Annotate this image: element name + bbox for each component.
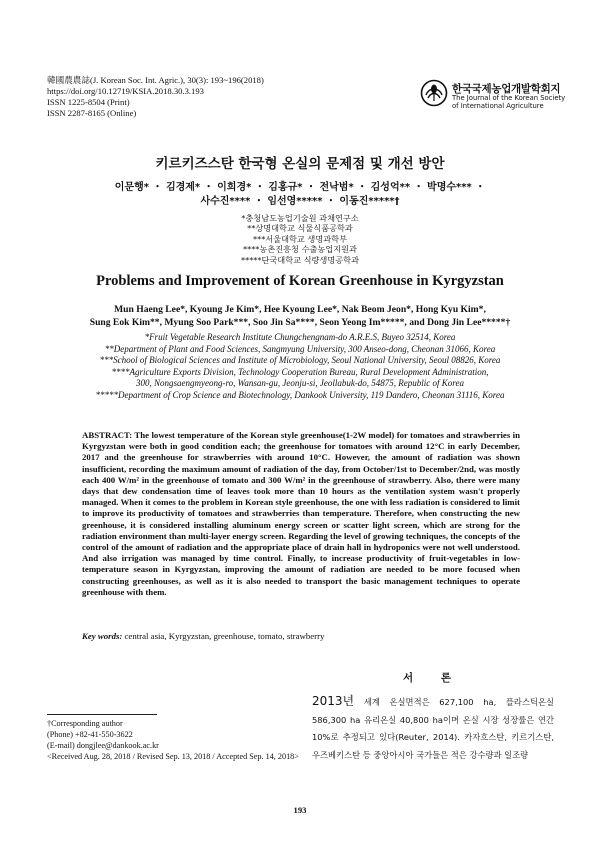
intro-body: [312, 693, 554, 764]
korean-affiliation: ****농촌진흥청 수출농업지원과: [243, 244, 357, 255]
corresponding-author: †Corresponding author: [47, 719, 123, 728]
society-logo-block: [420, 79, 570, 115]
keywords: [82, 631, 520, 642]
korean-authors: [0, 181, 600, 209]
intro-year: 2013년: [312, 694, 355, 708]
globe-leaf-icon: [420, 79, 448, 107]
journal-citation: 韓國農農誌(J. Korean Soc. Int. Agric.), 30(3): 193~196(2018): [47, 75, 264, 85]
korean-affiliation: *충청남도농업기술원 과채연구소: [241, 213, 359, 223]
society-name-en-line2: of International Agriculture: [452, 102, 544, 110]
korean-authors-line1: 이문행* ・ 김경제* ・ 이희경* ・ 김홍규* ・ 전낙범* ・ 김성억** ・ 박명수*** ・: [114, 182, 486, 193]
doi-link[interactable]: https://doi.org/10.12719/KSIA.2018.30.3.193: [47, 86, 204, 96]
keywords-label: Key words:: [82, 631, 123, 641]
issn-online: ISSN 2287-8165 (Online): [47, 108, 137, 118]
korean-authors-line2: 사수진**** ・ 임선영***** ・ 이동진*****†: [200, 196, 400, 207]
abstract-text: ABSTRACT: The lowest temperature of the Korean style greenhouse(1-2W model) for tomatoes and strawberries in Kyrgyzstan were both in good condition each; the greenhouse for tomatoes with around 12°C in early December, 2017 and the greenhouse for strawberries with around 10°C. However, the amount of radiation was shown insufficient, recording the maximum amount of radiation of the day, from October/1st to December/2nd, was mostly each 400 W/m² in the greenhouse of tomato and 300 W/m² in the greenhouse of strawberry. Also, there were many days that dew condensation time of leaves took more than 10 hours as the ventilation system wasn't properly managed. When it comes to the problem in Korean style greenhouse, the one with less radiation is considered to limit to improve its productivity of tomatoes and strawberries than temperature. Therefore, when constructing the new greenhouse, it is considered installing aluminum energy screen or scatter light screen, which are strong for the radiation environment than multi-layer energy screen. Regarding the level of growing techniques, the concepts of the control of the amount of radiation and the appropriate place of drain hall in hydroponics were not well understood. And also irrigation was managed by time control. Finally, to increase productivity of fruit-vegetables in low-temperature season in Kyrgyzstan, improving the amount of radiation are needed to be more focused when constructing greenhouses, as well as it is also needed to transport the basic management techniques to operate greenhouse with them.: [82, 430, 520, 597]
journal-header: [47, 75, 264, 119]
footnote: [47, 718, 299, 762]
korean-affiliation: *****단국대학교 식량생명공학과: [241, 254, 359, 265]
intro-text: 세계 온실면적은 627,100 ha, 플라스틱온실 586,300 ha 유리온실 40,800 ha이며 온실 시장 성장률은 연간 10%로 추정되고 있다(Reuter, 2014). 카자흐스탄, 키르기스탄, 우즈베키스탄 등 중앙아시아 국가들은 적은 강수량과 일조량: [312, 697, 554, 760]
received-dates: <Received Aug. 28, 2018 / Revised Sep. 13, 2018 / Accepted Sep. 14, 2018>: [47, 752, 299, 761]
english-authors-line2: Sung Eok Kim**, Myung Soo Park***, Soo Jin Sa****, Seon Yeong Im*****, and Dong Jin Lee*****†: [89, 317, 511, 328]
phone: (Phone) +82-41-550-3622: [47, 730, 133, 739]
english-authors-line1: Mun Haeng Lee*, Kyoung Je Kim*, Hee Kyoung Lee*, Nak Beom Jeon*, Hong Kyu Kim*,: [114, 304, 486, 315]
society-name-en: [452, 94, 565, 110]
korean-affiliation: ***서울대학교 생명과학부: [253, 233, 347, 244]
english-affiliation: ****Agriculture Exports Division, Technology Cooperation Bureau, Rural Development Administration,: [111, 366, 489, 377]
korean-affiliation: **상명대학교 식물식품공학과: [247, 223, 353, 234]
footnote-divider: [47, 714, 157, 715]
email[interactable]: (E-mail) dongjlee@dankook.ac.kr: [47, 741, 159, 750]
english-affiliation: 300, Nongsaengmyeong-ro, Wansan-gu, Jeonju-si, Jeollabuk-do, 54875, Republic of Korea: [136, 378, 464, 389]
english-affiliations: [0, 332, 600, 402]
korean-affiliations: [0, 213, 600, 265]
english-affiliation: *Fruit Vegetable Research Institute Chungchengnam-do A.R.E.S, Buyeo 32514, Korea: [144, 332, 456, 342]
society-name-kr: 한국국제농업개발학회지: [452, 83, 561, 95]
intro-heading: 서 론: [403, 672, 463, 684]
page-number: 193: [293, 805, 307, 815]
english-authors: [0, 303, 600, 329]
english-title: Problems and Improvement of Korean Greenhouse in Kyrgyzstan: [96, 273, 504, 289]
issn-print: ISSN 1225-8504 (Print): [47, 97, 130, 107]
english-affiliation: *****Department of Crop Science and Biotechnology, Dankook University, 119 Dandero, Cheonan 31116, Korea: [95, 389, 505, 400]
english-affiliation: **Department of Plant and Food Sciences, Sangmyung University, 300 Anseo-dong, Cheonan 31066, Korea: [104, 343, 496, 354]
society-name-en-line1: The Journal of the Korean Society: [452, 94, 566, 102]
english-affiliation: ***School of Biological Sciences and Institute of Microbiology, Seoul National University, Seoul 08826, Korea: [99, 355, 501, 366]
korean-title: 키르키즈스탄 한국형 온실의 문제점 및 개선 방안: [155, 156, 445, 172]
keywords-list: central asia, Kyrgyzstan, greenhouse, tomato, strawberry: [124, 631, 325, 641]
